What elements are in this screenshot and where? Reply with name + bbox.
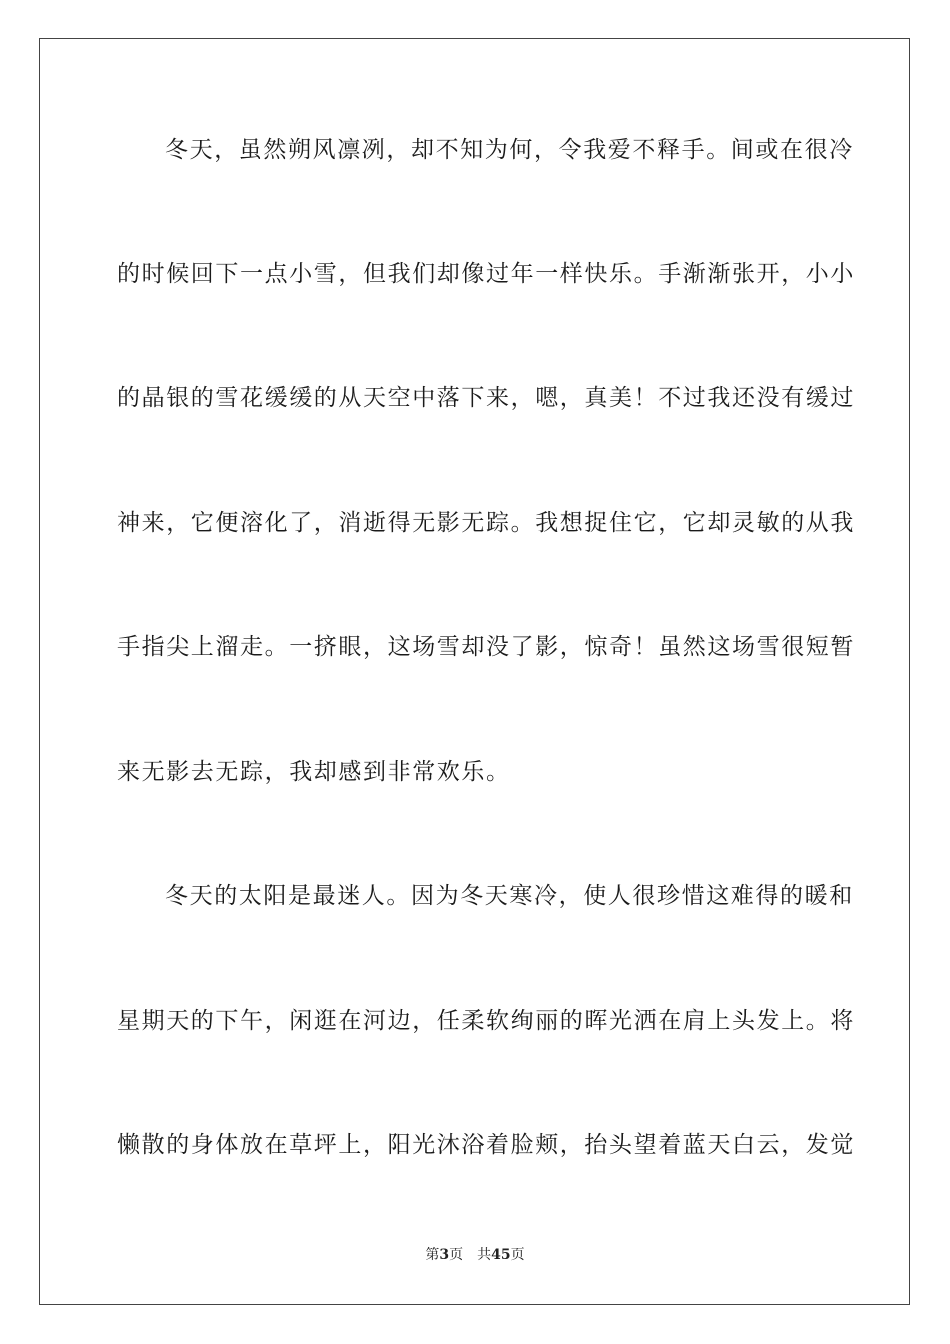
page-prefix: 第 (425, 1247, 440, 1263)
paragraph-2-line-3: 懒散的身体放在草坪上，阳光沐浴着脸颊，抬头望着蓝天白云，发觉 (117, 1132, 855, 1158)
paragraph-2-line-2: 星期天的下午，闲逛在河边，任柔软绚丽的晖光洒在肩上头发上。将 (117, 1008, 855, 1034)
page-number: 3 (439, 1247, 450, 1263)
page-border (39, 38, 910, 1305)
paragraph-1-line-3: 的晶银的雪花缓缓的从天空中落下来，嗯，真美！不过我还没有缓过 (117, 385, 855, 411)
paragraph-1-line-5: 手指尖上溜走。一挤眼，这场雪却没了影，惊奇！虽然这场雪很短暂 (117, 634, 855, 660)
total-pages: 45 (491, 1247, 511, 1263)
paragraph-1-line-6: 来无影去无踪，我却感到非常欢乐。 (117, 759, 511, 785)
paragraph-1-line-1: 冬天，虽然朔风凛冽，却不知为何，令我爱不释手。间或在很冷 (165, 137, 854, 163)
total-prefix: 共 (477, 1247, 492, 1263)
paragraph-1-line-2: 的时候回下一点小雪，但我们却像过年一样快乐。手渐渐张开，小小 (117, 261, 855, 287)
paragraph-2-line-1: 冬天的太阳是最迷人。因为冬天寒冷，使人很珍惜这难得的暖和 (165, 883, 854, 909)
paragraph-1-line-4: 神来，它便溶化了，消逝得无影无踪。我想捉住它，它却灵敏的从我 (117, 510, 855, 536)
page-suffix: 页 (449, 1247, 464, 1263)
page-footer (0, 1246, 950, 1264)
total-suffix: 页 (510, 1247, 525, 1263)
